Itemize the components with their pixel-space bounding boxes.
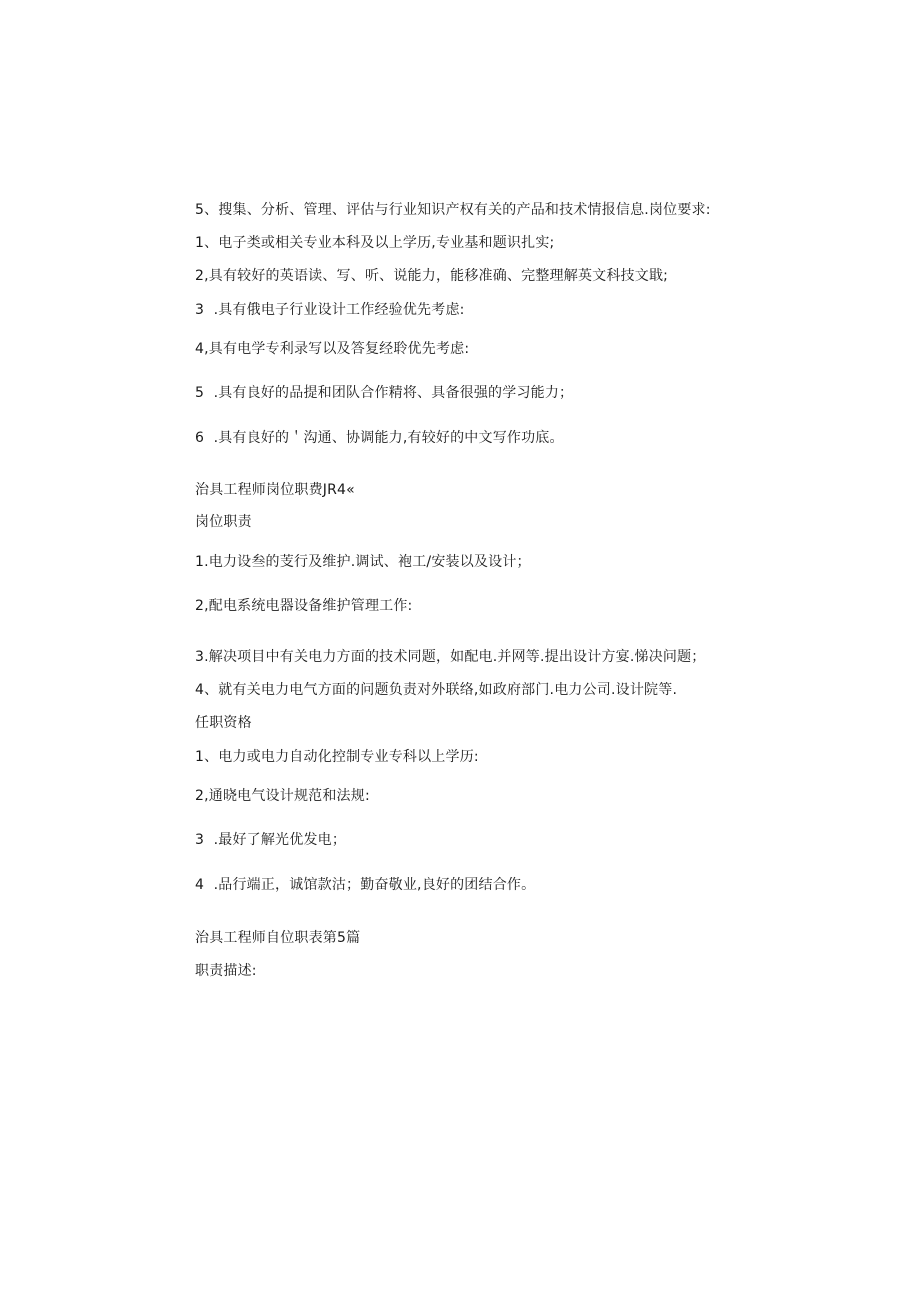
- text-line: 3 .具有俄电子行业设计工作经验优先考虑:: [195, 302, 465, 318]
- text-line: 4、就有关电力电气方面的问题负责对外联络,如政府部门.电力公司.设计院等.: [195, 682, 678, 698]
- text-line: 1、电子类或相关专业本科及以上学历,专业基和题识扎实;: [195, 235, 555, 251]
- text-line: 2,具有较好的英语读、写、听、说能力，能移准确、完整理解英文科技文戢;: [195, 268, 669, 284]
- text-line: 5、搜集、分析、管理、评估与行业知识产权有关的产品和技术情报信息.岗位要求:: [195, 202, 711, 218]
- section-heading: 治具工程师自位职表第5篇: [195, 930, 361, 946]
- text-line: 2,通晓电气设计规范和法规:: [195, 788, 370, 804]
- text-line: 3.解决项目中有关电力方面的技术同题，如配电.并网等.提出设计方宴.悌决问题；: [195, 649, 706, 665]
- text-line: 4,具有电学专利录写以及答复经聆优先考虑:: [195, 341, 470, 357]
- text-line: 1、电力或电力自动化控制专业专科以上学历:: [195, 749, 479, 765]
- text-line: 1.电力设叁的芰行及维护.调试、袍工/安装以及设计；: [195, 554, 531, 570]
- text-line: 4 .品行端正，诚馆款沽；勤奋敬业,良好的团结合作。: [195, 877, 536, 893]
- subsection-heading: 职责描述:: [195, 963, 257, 979]
- text-line: 2,配电系统电器设备维护管理工作:: [195, 598, 413, 614]
- text-line: 5 .具有良好的品提和团队合作精将、具备很强的学习能力；: [195, 385, 574, 401]
- text-line: 3 .最好了解光优发电；: [195, 832, 347, 848]
- text-line: 6 .具有良好的＇沟通、协调能力,有较好的中文写作功底。: [195, 430, 564, 446]
- subsection-heading: 任职资格: [195, 715, 252, 731]
- section-heading: 治具工程师岗位职费JR4«: [195, 482, 355, 498]
- subsection-heading: 岗位职责: [195, 514, 252, 530]
